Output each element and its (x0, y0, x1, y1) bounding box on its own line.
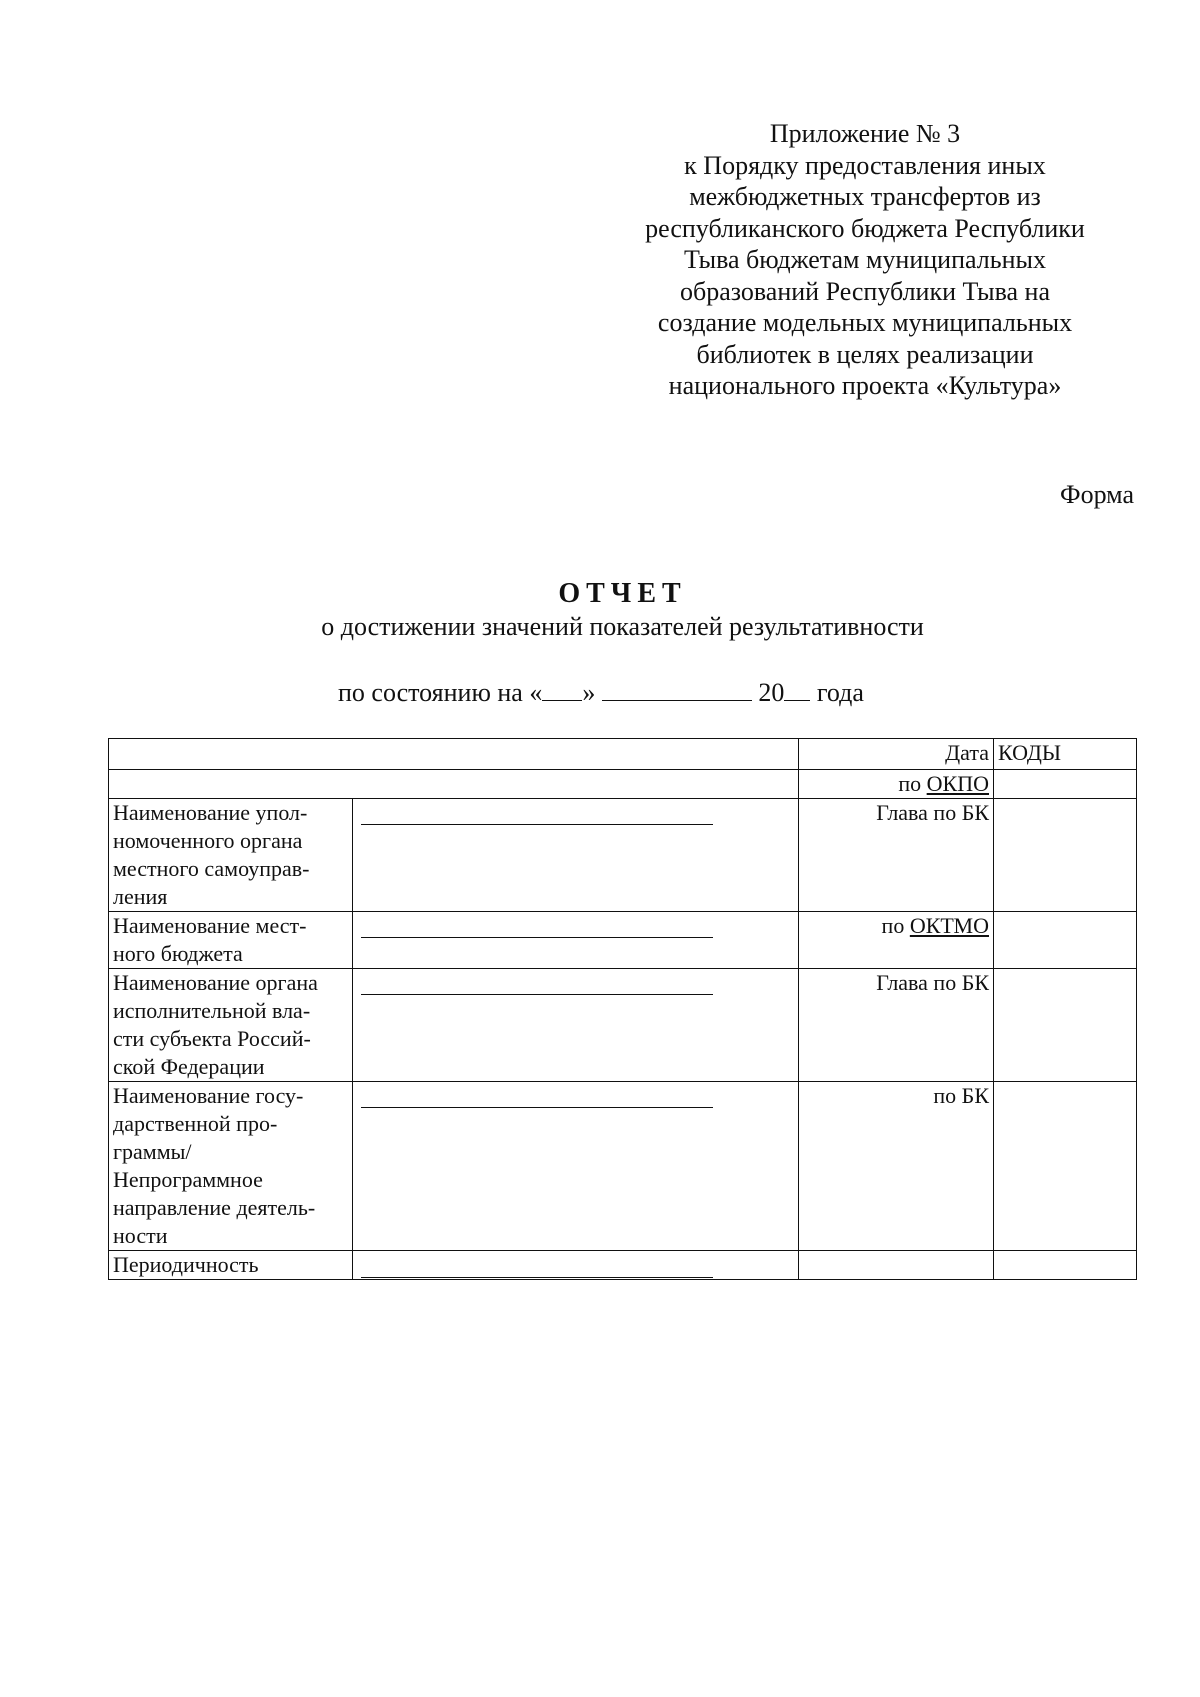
appendix-line: республиканского бюджета Республики (645, 213, 1085, 243)
table-row (109, 969, 1137, 1082)
budget-field[interactable] (353, 912, 799, 969)
as-of-suffix: года (816, 678, 864, 707)
table-row (109, 1082, 1137, 1251)
form-label: Форма (1060, 480, 1134, 509)
program-code-value[interactable] (994, 1082, 1137, 1251)
periodicity-code-label (799, 1251, 994, 1280)
oktmo-code: ОКТМО (909, 913, 989, 938)
exec-code-label: Глава по БК (799, 969, 994, 1082)
periodicity-field[interactable] (353, 1251, 799, 1280)
org-code-value[interactable] (994, 799, 1137, 912)
fill-line (361, 994, 713, 995)
okpo-code: ОКПО (926, 771, 989, 796)
year-prefix: 20 (758, 678, 785, 707)
table-row (109, 770, 1137, 799)
org-label: Наименование упол- номоченного органа местного самоуправ- ления (113, 800, 310, 909)
as-of-date-line (338, 678, 864, 708)
appendix-header (630, 118, 1100, 402)
row-label (109, 799, 353, 912)
appendix-line: Приложение № 3 (769, 119, 961, 148)
fill-line (361, 937, 713, 938)
budget-code-value[interactable] (994, 912, 1137, 969)
okpo-prefix: по (898, 771, 927, 796)
report-form-table (108, 738, 1137, 1280)
table-row (109, 912, 1137, 969)
report-subtitle: о достижении значений показателей результативности (321, 612, 924, 641)
fill-line (361, 1107, 713, 1108)
table-row (109, 799, 1137, 912)
fill-line (361, 824, 713, 825)
program-label: Наименование госу- дарственной про- граммы/ Непрограммное направление деятель- ности (113, 1083, 316, 1248)
header-blank-cell (109, 739, 799, 770)
as-of-prefix: по состоянию на « (338, 678, 543, 707)
month-blank[interactable] (602, 678, 752, 701)
appendix-line: образований Республики Тыва на (679, 276, 1051, 306)
appendix-line: создание модельных муниципальных (657, 308, 1073, 337)
exec-body-field[interactable] (353, 969, 799, 1082)
appendix-line: национального проекта «Культура» (668, 371, 1062, 400)
date-label: Дата (799, 739, 994, 770)
row-label (109, 1082, 353, 1251)
budget-label: Наименование мест- ного бюджета (113, 913, 307, 966)
program-field[interactable] (353, 1082, 799, 1251)
row-label (109, 969, 353, 1082)
oktmo-prefix: по (881, 913, 910, 938)
table-row (109, 739, 1137, 770)
okpo-label-cell (799, 770, 994, 799)
report-title: ОТЧЕТ (558, 578, 687, 609)
program-code-label: по БК (799, 1082, 994, 1251)
periodicity-label: Периодичность (109, 1251, 353, 1280)
appendix-line: библиотек в целях реализации (696, 339, 1034, 369)
year-blank[interactable] (784, 678, 810, 701)
okpo-blank-cell (109, 770, 799, 799)
periodicity-code-value[interactable] (994, 1251, 1137, 1280)
exec-code-value[interactable] (994, 969, 1137, 1082)
as-of-quote-close: » (582, 678, 596, 707)
exec-body-label: Наименование органа исполнительной вла- сти субъекта Россий- ской Федерации (113, 970, 318, 1079)
appendix-line: межбюджетных трансфертов из (689, 182, 1041, 211)
appendix-line: Тыва бюджетам муниципальных (684, 245, 1046, 274)
fill-line (361, 1277, 713, 1278)
org-field[interactable] (353, 799, 799, 912)
codes-label: КОДЫ (994, 739, 1137, 770)
okpo-code-value[interactable] (994, 770, 1137, 799)
day-blank[interactable] (542, 678, 582, 701)
org-code-label: Глава по БК (799, 799, 994, 912)
row-label (109, 912, 353, 969)
budget-code-label (799, 912, 994, 969)
table-row (109, 1251, 1137, 1280)
appendix-line: к Порядку предоставления иных (684, 150, 1046, 180)
